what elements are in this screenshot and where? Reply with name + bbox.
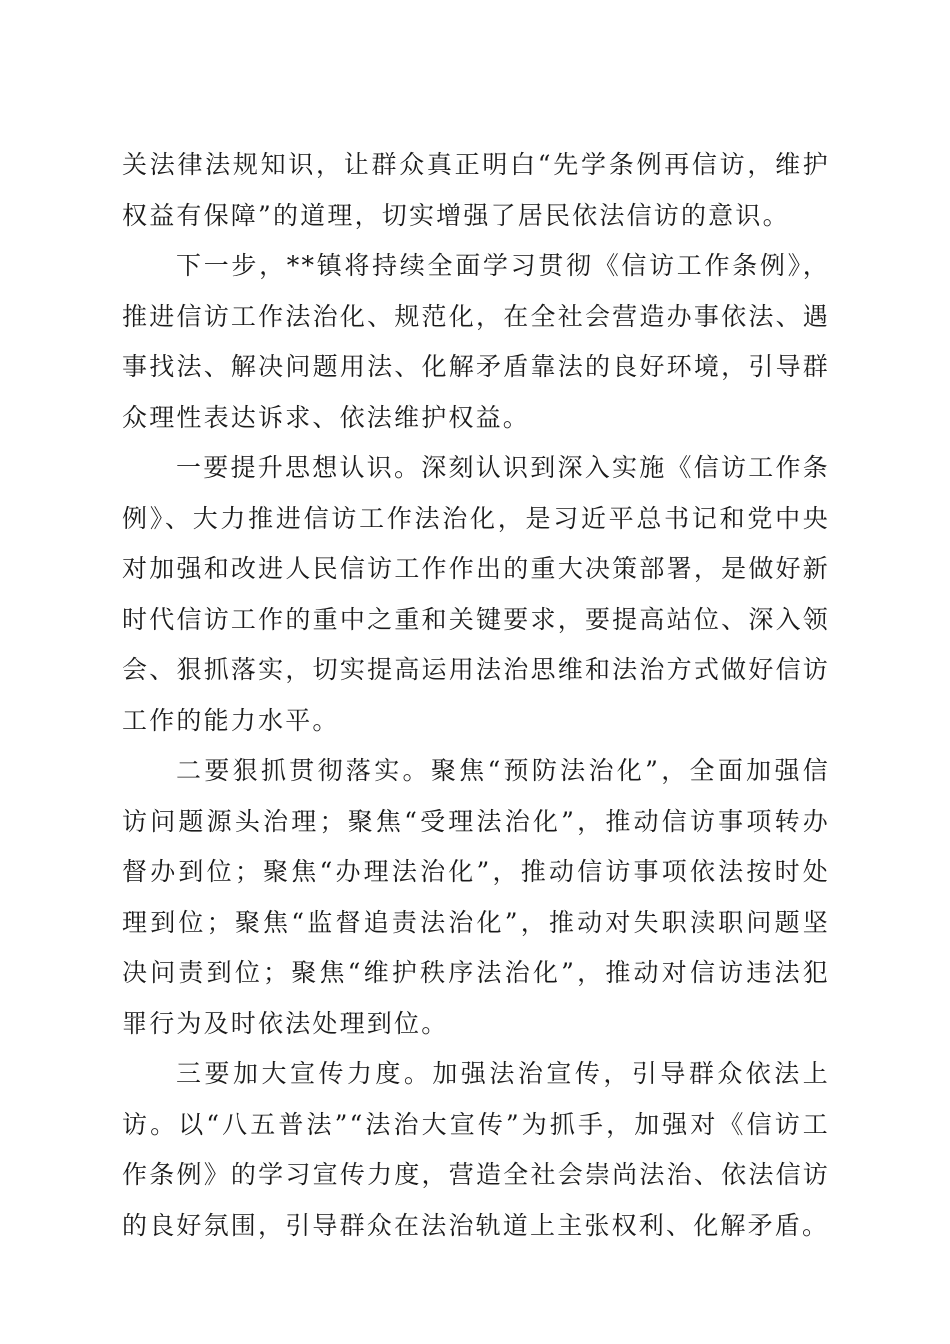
paragraph-next-step: 下一步，**镇将持续全面学习贯彻《信访工作条例》，推进信访工作法治化、规范化，在全社会营造办事依法、遇事找法、解决问题用法、化解矛盾靠法的良好环境，引导群众理性表达诉求、依法维护权益。 — [122, 251, 830, 432]
paragraph-continuation: 关法律法规知识，让群众真正明白“先学条例再信访，维护权益有保障”的道理，切实增强了居民依法信访的意识。 — [122, 150, 830, 230]
document-body — [122, 140, 830, 1251]
paragraph-point-two: 二要狠抓贯彻落实。聚焦“预防法治化”，全面加强信访问题源头治理；聚焦“受理法治化”，推动信访事项转办督办到位；聚焦“办理法治化”，推动信访事项依法按时处理到位；聚焦“监督追责法治化”，推动对失职渎职问题坚决问责到位；聚焦“维护秩序法治化”，推动对信访违法犯罪行为及时依法处理到位。 — [122, 756, 830, 1038]
paragraph-point-three: 三要加大宣传力度。加强法治宣传，引导群众依法上访。以“八五普法”“法治大宣传”为抓手，加强对《信访工作条例》的学习宣传力度，营造全社会崇尚法治、依法信访的良好氛围，引导群众在法治轨道上主张权利、化解矛盾。 — [122, 1059, 830, 1240]
paragraph-point-one: 一要提升思想认识。深刻认识到深入实施《信访工作条例》、大力推进信访工作法治化，是习近平总书记和党中央对加强和改进人民信访工作作出的重大决策部署，是做好新时代信访工作的重中之重和关键要求，要提高站位、深入领会、狠抓落实，切实提高运用法治思维和法治方式做好信访工作的能力水平。 — [122, 453, 830, 735]
